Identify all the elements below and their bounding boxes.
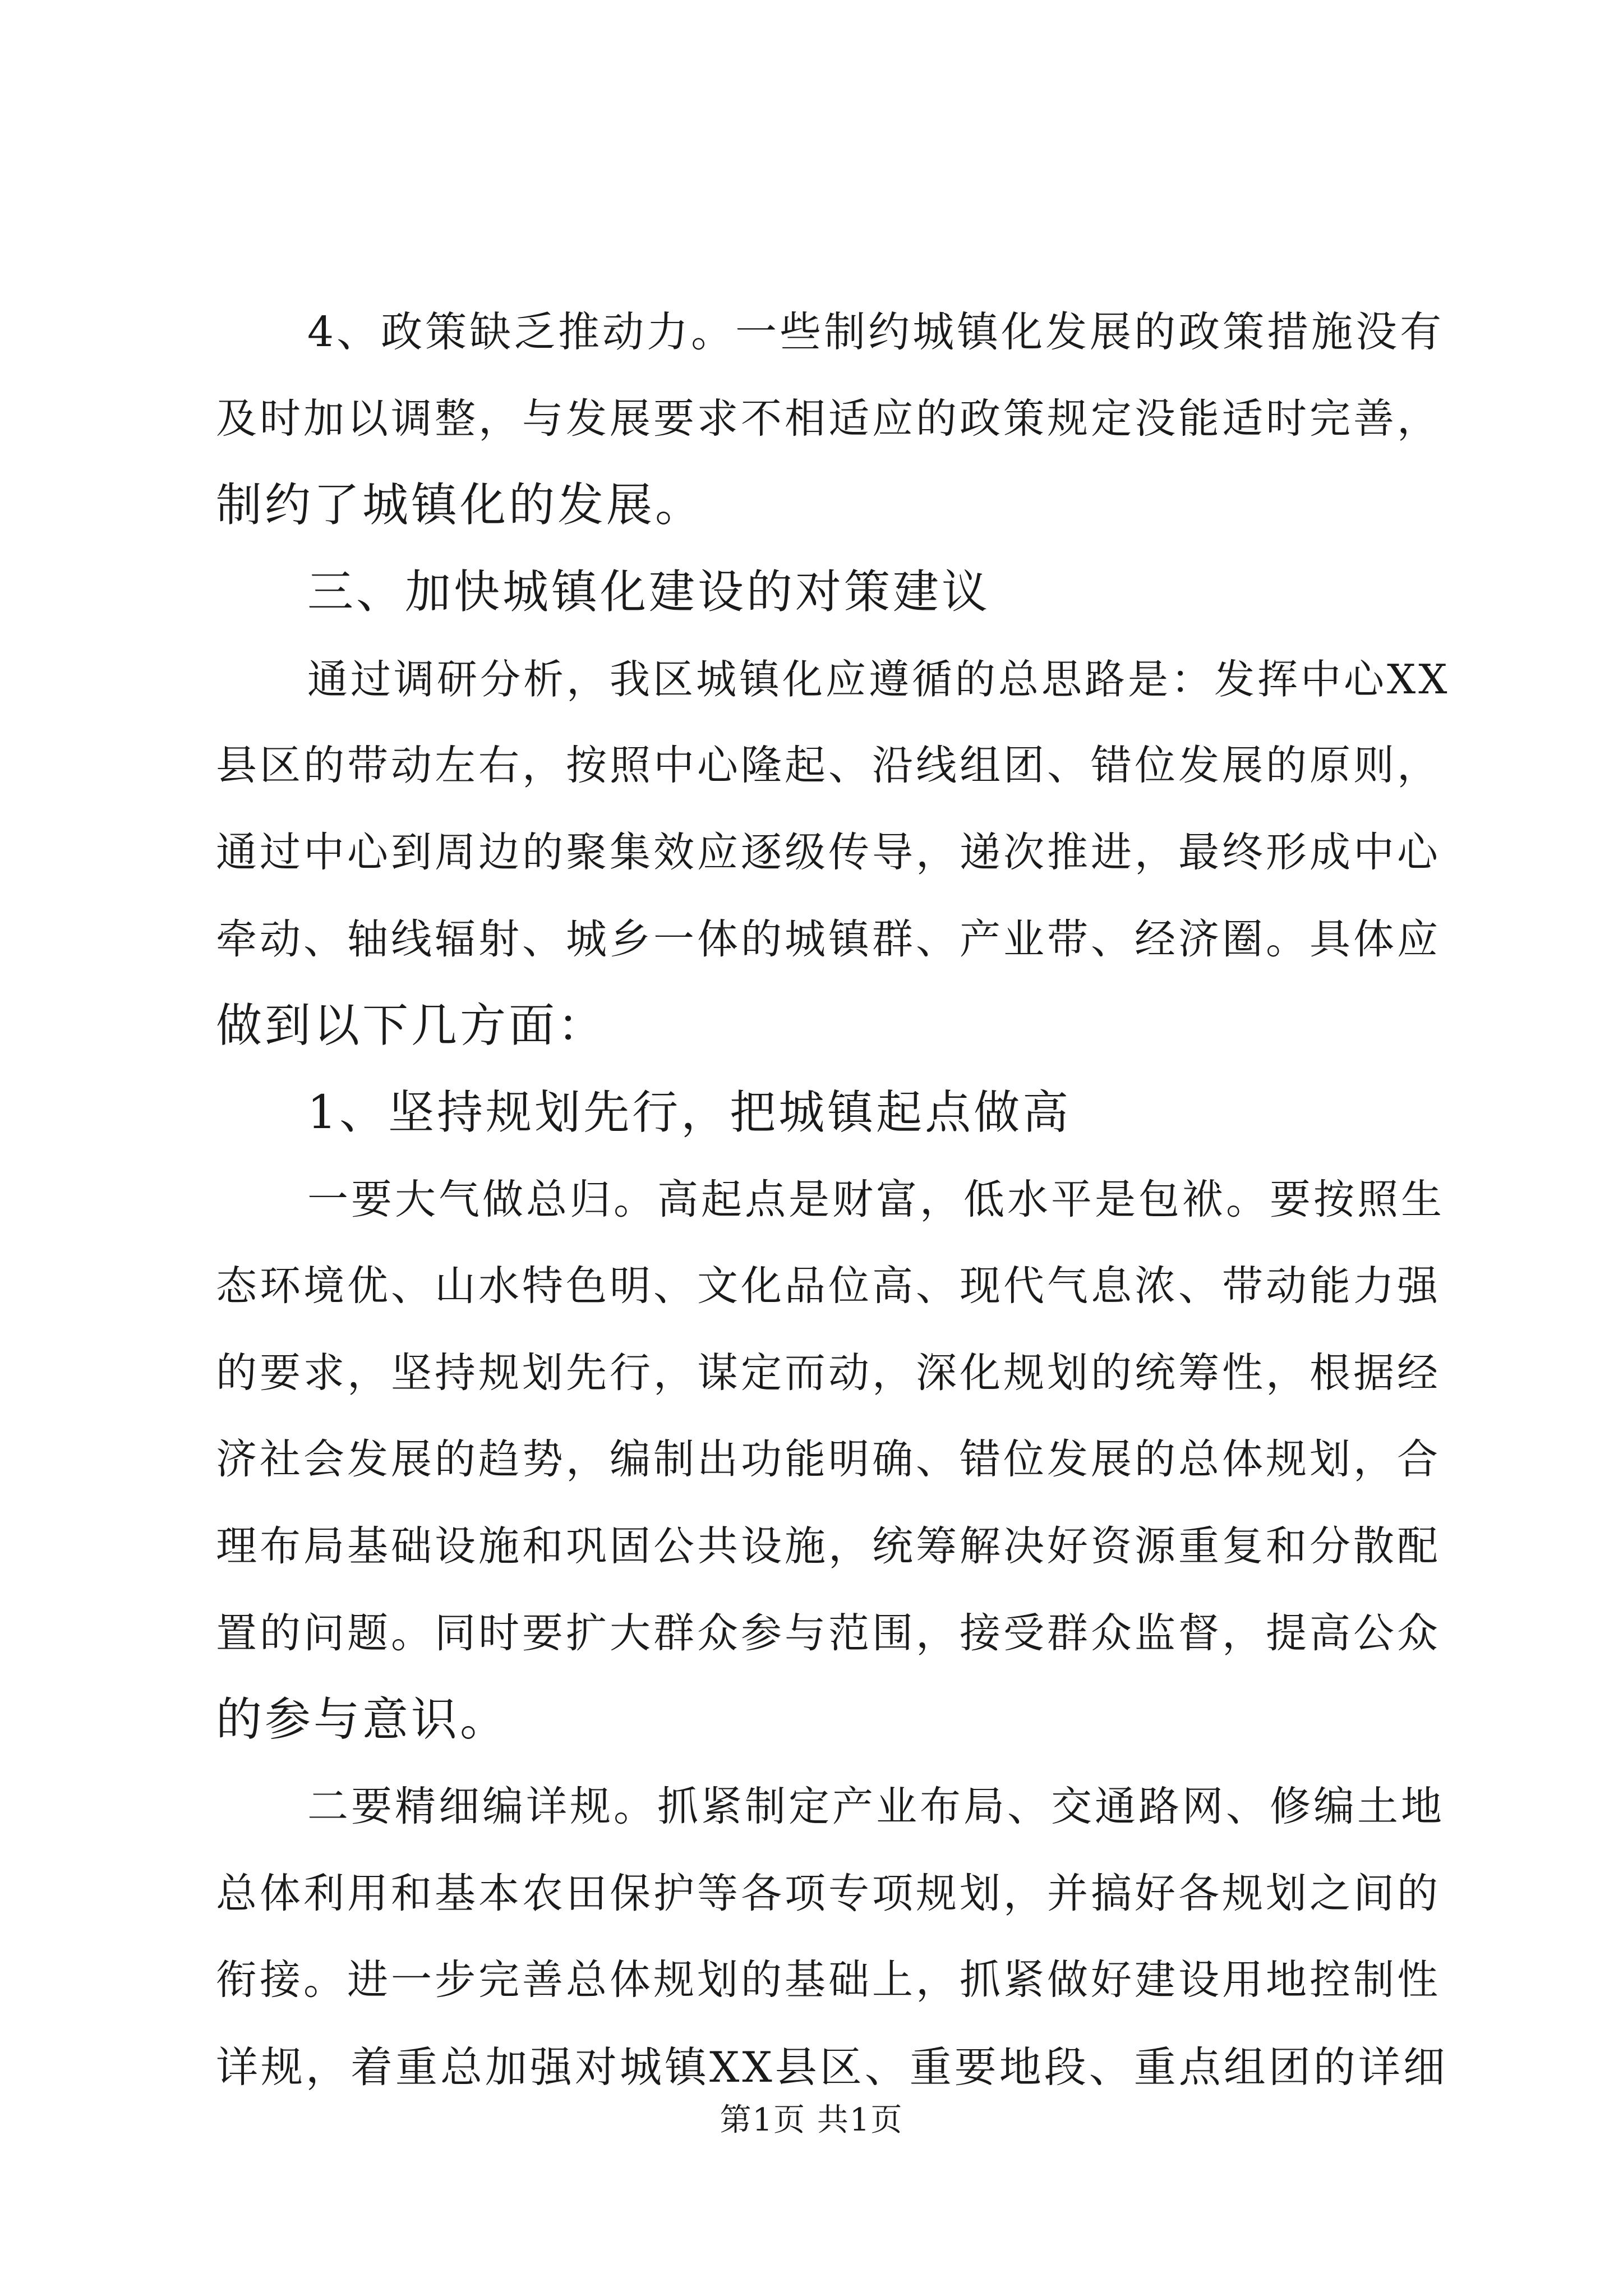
text-line-3: 制约了城镇化的发展。 — [216, 478, 704, 532]
text-line-8: 牵动、轴线辐射、城乡一体的城镇群、产业带、经济圈。具体应 — [216, 915, 1441, 963]
text-line-7: 通过中心到周边的聚集效应逐级传导，递次推进，最终形成中心 — [216, 829, 1441, 876]
text-line-21: 详规，着重总加强对城镇XX县区、重要地段、重点组团的详细 — [216, 2042, 1448, 2092]
text-line-20: 衔接。进一步完善总体规划的基础上，抓紧做好建设用地控制性 — [216, 1956, 1441, 2004]
text-line-15: 理布局基础设施和巩固公共设施，统筹解决好资源重复和分散配 — [216, 1522, 1441, 1570]
text-line-18: 二要精细编详规。抓紧制定产业布局、交通路网、修编土地 — [307, 1783, 1445, 1830]
page-footer: 第1页 共1页 — [720, 2102, 903, 2138]
text-line-13: 的要求，坚持规划先行，谋定而动，深化规划的统筹性，根据经 — [216, 1349, 1441, 1397]
text-line-17: 的参与意识。 — [216, 1693, 509, 1746]
section-heading: 三、加快城镇化建设的对策建议 — [307, 565, 991, 619]
text-line-9: 做到以下几方面： — [216, 999, 607, 1052]
text-line-12: 态环境优、山水特色明、文化品位高、现代气息浓、带动能力强 — [216, 1262, 1441, 1310]
text-line-14: 济社会发展的趋势，编制出功能明确、错位发展的总体规划，合 — [216, 1435, 1441, 1483]
text-line-6: 县区的带动左右，按照中心隆起、沿线组团、错位发展的原则， — [216, 742, 1441, 789]
subsection-heading: 1、坚持规划先行，把城镇起点做高 — [307, 1086, 1072, 1139]
text-line-1: 4、政策缺乏推动力。一些制约城镇化发展的政策措施没有 — [307, 308, 1445, 356]
text-line-5: 通过调研分析，我区城镇化应遵循的总思路是：发挥中心XX — [307, 656, 1450, 703]
text-line-2: 及时加以调整，与发展要求不相适应的政策规定没能适时完善， — [216, 395, 1441, 443]
text-line-19: 总体利用和基本农田保护等各项专项规划，并搞好各规划之间的 — [216, 1870, 1441, 1917]
text-line-16: 置的问题。同时要扩大群众参与范围，接受群众监督，提高公众 — [216, 1609, 1441, 1657]
text-line-11: 一要大气做总归。高起点是财富，低水平是包袱。要按照生 — [307, 1176, 1445, 1223]
